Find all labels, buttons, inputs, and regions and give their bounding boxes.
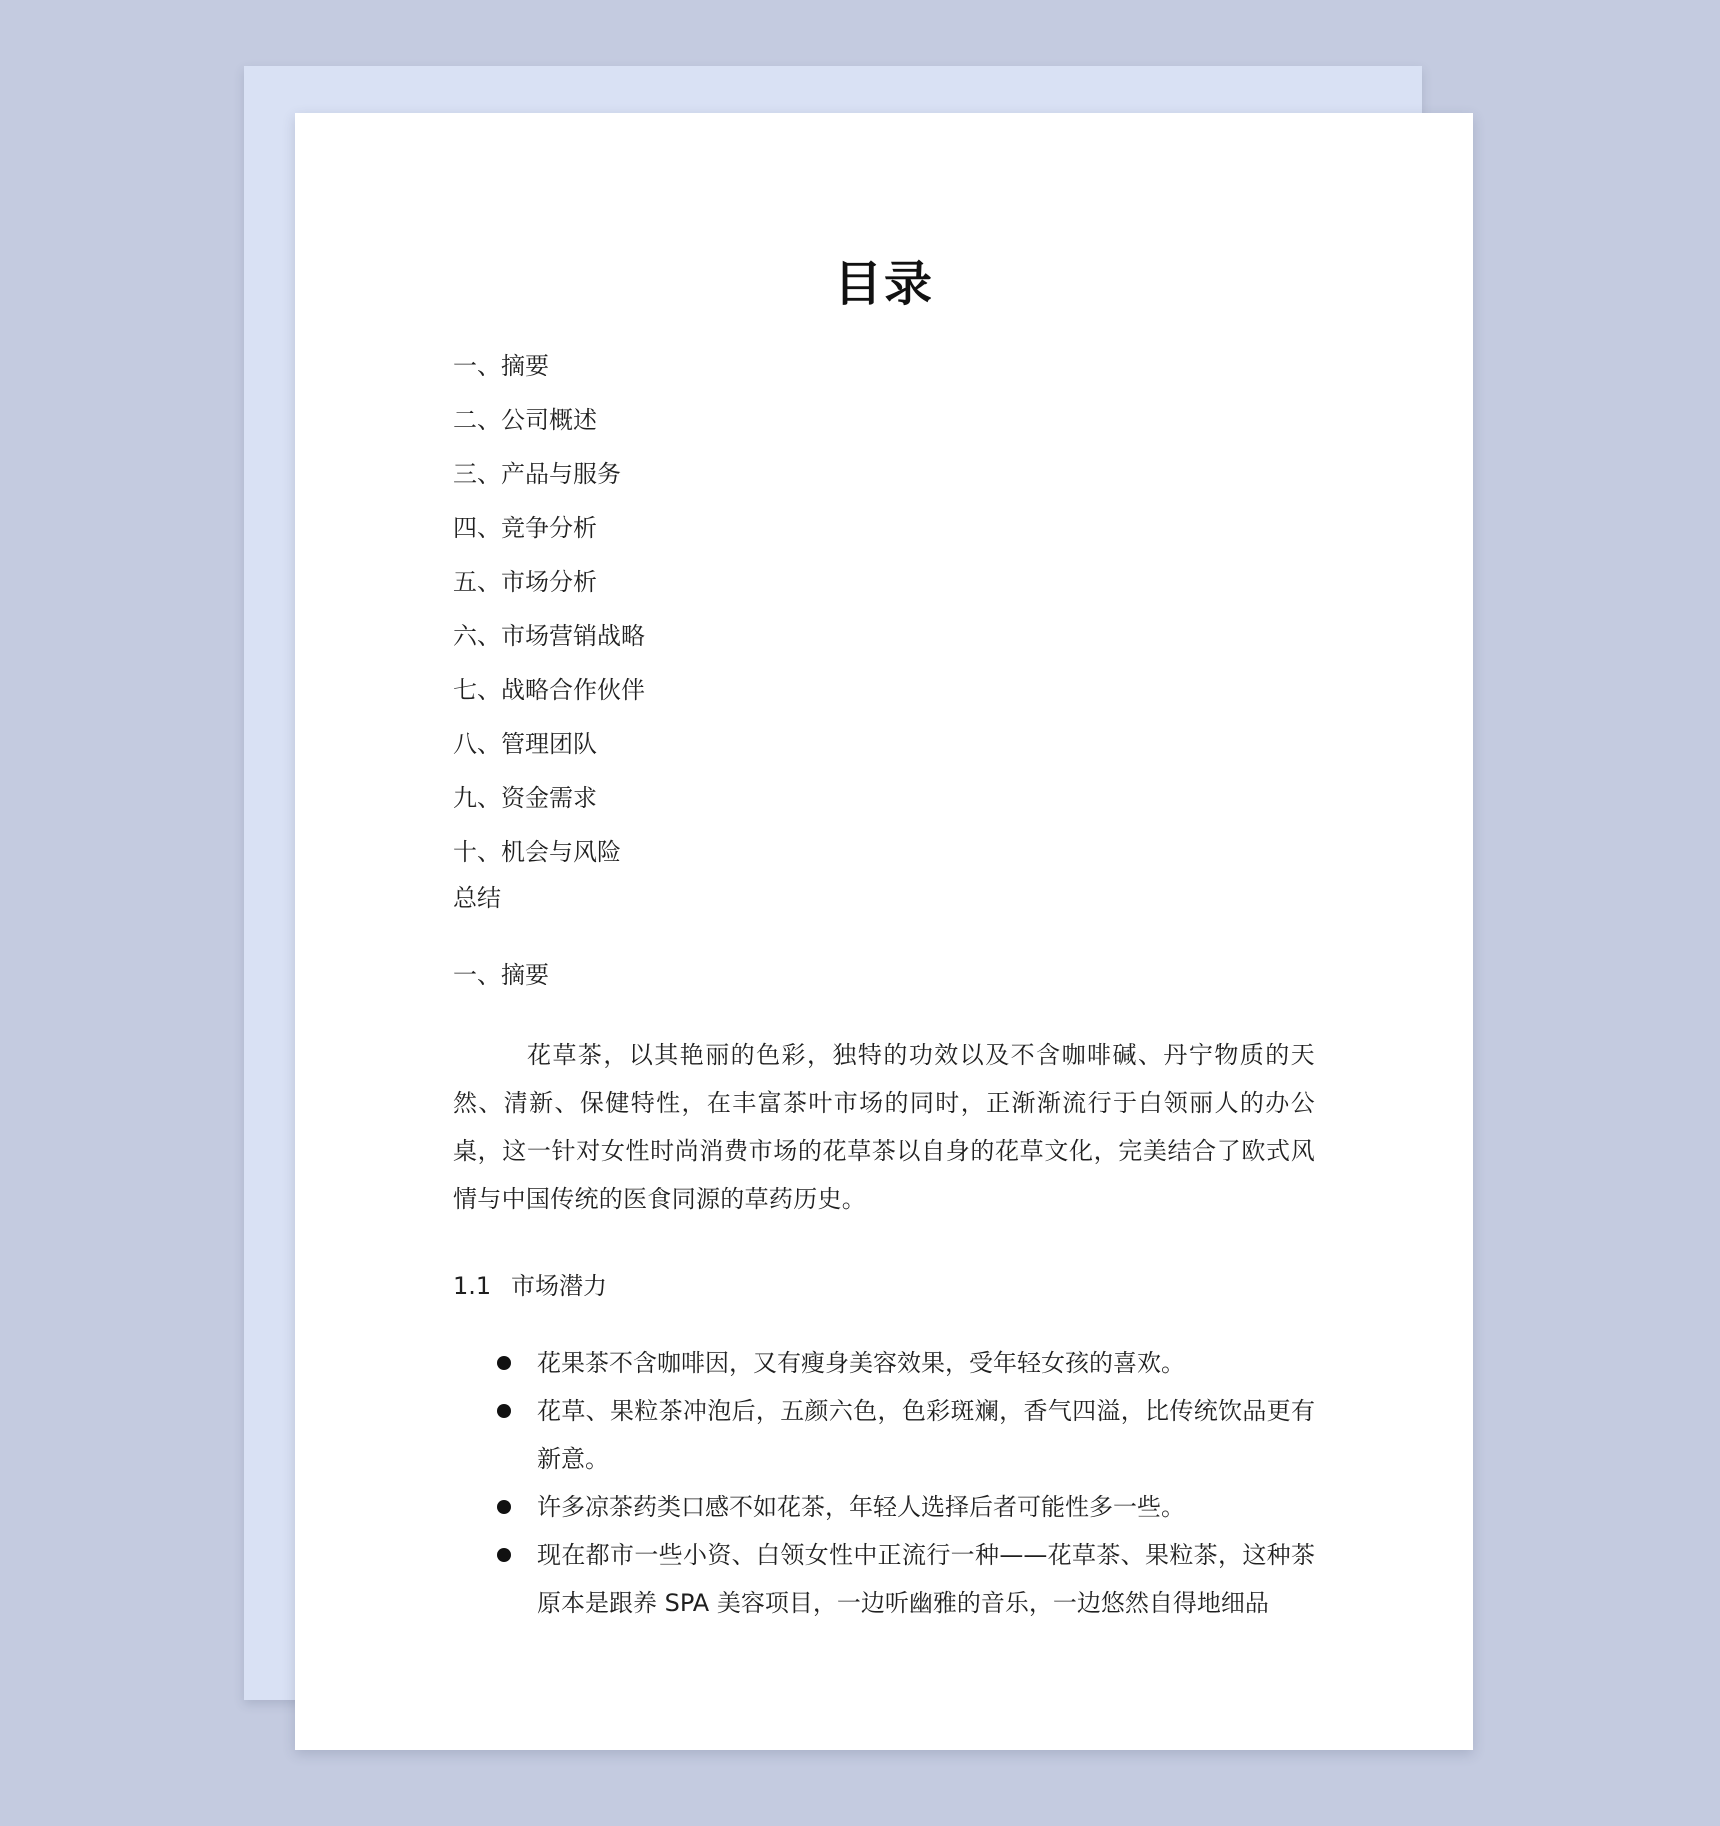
- list-item-text: 花草、果粒茶冲泡后，五颜六色，色彩斑斓，香气四溢，比传统饮品更有新意。: [537, 1397, 1315, 1473]
- list-item: [453, 1387, 1315, 1483]
- list-item: [453, 1531, 1315, 1627]
- toc-item[interactable]: 七、战略合作伙伴: [453, 676, 645, 704]
- list-item: [453, 1339, 1315, 1387]
- toc-item[interactable]: 八、管理团队: [453, 730, 597, 758]
- toc-summary-item[interactable]: 总结: [453, 884, 501, 912]
- toc-item[interactable]: 九、资金需求: [453, 784, 597, 812]
- toc-item[interactable]: 五、市场分析: [453, 568, 597, 596]
- bullet-list: [453, 1339, 1315, 1627]
- list-item: [453, 1483, 1315, 1531]
- bullet-icon: [497, 1356, 511, 1370]
- table-of-contents: [453, 339, 645, 879]
- subsection-title: 市场潜力: [511, 1272, 607, 1300]
- bullet-icon: [497, 1548, 511, 1562]
- toc-item[interactable]: 三、产品与服务: [453, 460, 621, 488]
- toc-item[interactable]: 六、市场营销战略: [453, 622, 645, 650]
- list-item-text: 现在都市一些小资、白领女性中正流行一种——花草茶、果粒茶，这种茶原本是跟养 SPA 美容项目，一边听幽雅的音乐，一边悠然自得地细品: [537, 1541, 1315, 1617]
- subsection-number: 1.1: [453, 1272, 492, 1300]
- body-paragraph: 花草茶，以其艳丽的色彩，独特的功效以及不含咖啡碱、丹宁物质的天然、清新、保健特性，在丰富茶叶市场的同时，正渐渐流行于白领丽人的办公桌，这一针对女性时尚消费市场的花草茶以自身的花草文化，完美结合了欧式风情与中国传统的医食同源的草药历史。: [453, 1041, 1315, 1213]
- bullet-icon: [497, 1500, 511, 1514]
- toc-item[interactable]: 一、摘要: [453, 352, 549, 380]
- page-title: 目录: [833, 256, 934, 312]
- toc-item[interactable]: 二、公司概述: [453, 406, 597, 434]
- section-heading: 一、摘要: [453, 961, 549, 989]
- subsection-heading: [453, 1271, 607, 1301]
- document-page: [295, 113, 1473, 1750]
- toc-item[interactable]: 四、竞争分析: [453, 514, 597, 542]
- bullet-icon: [497, 1404, 511, 1418]
- list-item-text: 许多凉茶药类口感不如花茶，年轻人选择后者可能性多一些。: [537, 1493, 1185, 1521]
- toc-item[interactable]: 十、机会与风险: [453, 838, 621, 866]
- list-item-text: 花果茶不含咖啡因，又有瘦身美容效果，受年轻女孩的喜欢。: [537, 1349, 1185, 1377]
